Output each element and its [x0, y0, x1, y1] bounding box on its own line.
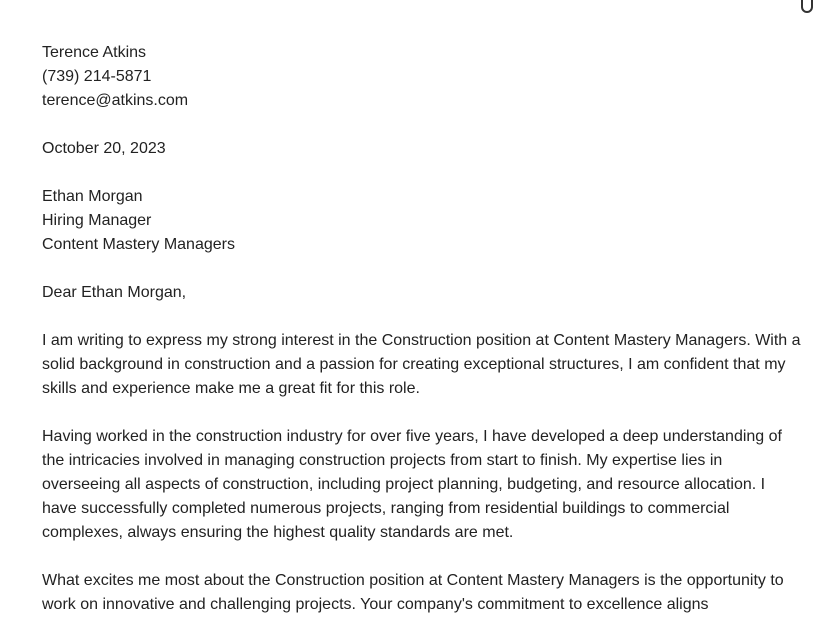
recipient-block — [42, 185, 802, 257]
paperclip-icon[interactable] — [800, 0, 814, 15]
sender-phone: (739) 214-5871 — [42, 68, 152, 85]
date-block — [42, 137, 802, 161]
body-paragraph-2: Having worked in the construction industry for over five years, I have developed a deep understanding of the intricacies involved in managing construction projects from start to finish. My expertise lies in overseeing all aspects of construction, including project planning, budgeting, and resource allocation. I have successfully completed numerous projects, ranging from residential buildings to commercial complexes, always ensuring the highest quality standards are met. — [42, 428, 782, 541]
sender-name: Terence Atkins — [42, 44, 147, 61]
cover-letter — [42, 41, 802, 620]
letter-date: October 20, 2023 — [42, 140, 166, 157]
recipient-title: Hiring Manager — [42, 212, 152, 229]
body-paragraph-1: I am writing to express my strong interest in the Construction position at Content Mastery Managers. With a solid background in construction and a passion for creating exceptional structures, I am confident that my skills and experience make me a great fit for this role. — [42, 332, 801, 397]
sender-email: terence@atkins.com — [42, 92, 189, 109]
body-paragraph-3: What excites me most about the Construction position at Content Mastery Managers is the opportunity to work on innovative and challenging projects. Your company's commitment to excellence aligns — [42, 572, 784, 613]
recipient-name: Ethan Morgan — [42, 188, 143, 205]
recipient-company: Content Mastery Managers — [42, 236, 235, 253]
salutation: Dear Ethan Morgan, — [42, 284, 187, 301]
salutation-block — [42, 281, 802, 305]
sender-block — [42, 41, 802, 113]
